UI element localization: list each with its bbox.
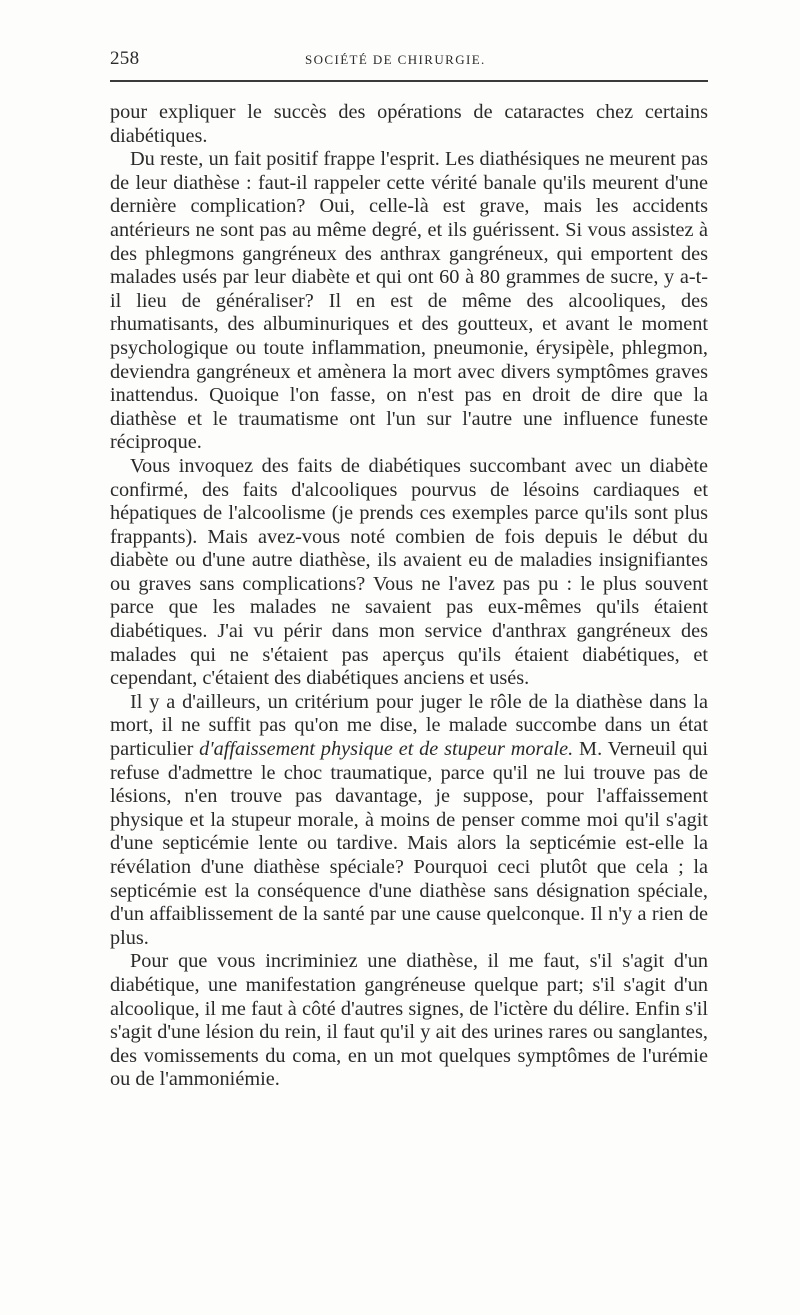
running-title: SOCIÉTÉ DE CHIRURGIE. (305, 52, 486, 67)
paragraph-4-part-1: Il y a d'ailleurs, un critérium pour juger le rôle de la diathèse dans la mort, il ne suffit pas qu'on me dise, le malade succombe dans un état particulier (110, 690, 708, 761)
page-number: 258 (110, 48, 140, 69)
paragraph-2: Du reste, un fait positif frappe l'esprit. Les diathésiques ne meurent pas de leur diathèse : faut-il rappeler cette vérité banale qu'ils meurent d'une dernière complication? Oui, celle-là est grave, mais les accidents antérieurs ne sont pas au même degré, et ils guérissent. Si vous assistez à des phlegmons gangréneux des anthrax gangréneux, qui emportent des malades usés par leur diabète et qui ont 60 à 80 grammes de sucre, y a-t-il lieu de généraliser? Il en est de même des alcooliques, des rhumatisants, des albuminuriques et des goutteux, et avant le moment psychologique ou toute inflammation, pneumonie, érysipèle, phlegmon, deviendra gangréneux et amènera la mort avec divers symptômes graves inattendus. Quoique l'on fasse, on n'est pas en droit de dire que la diathèse et le traumatisme ont l'un sur l'autre une influence funeste réciproque. (110, 148, 708, 454)
paragraph-3: Vous invoquez des faits de diabétiques succombant avec un diabète confirmé, des faits d'alcooliques pourvus de lésoins cardiaques et hépatiques de l'alcoolisme (je prends ces exemples parce qu'ils sont plus frappants). Mais avez-vous noté combien de fois depuis le début du diabète ou d'une autre diathèse, ils avaient eu de maladies insignifiantes ou graves sans complications? Vous ne l'avez pas pu : le plus souvent parce que les malades ne savaient pas eux-mêmes qu'ils étaient diabétiques. J'ai vu périr dans mon service d'anthrax gangréneux des malades qui ne s'étaient pas aperçus qu'ils étaient diabétiques, et cependant, c'étaient des diabétiques anciens et usés. (110, 454, 708, 690)
paragraph-1: pour expliquer le succès des opérations de cataractes chez certains diabétiques. (110, 101, 708, 147)
body-text (110, 101, 708, 1092)
running-head (110, 44, 710, 74)
paragraph-4 (110, 691, 708, 951)
paragraph-4-italic-phrase: d'affaissement physique et de stupeur morale. (199, 738, 574, 761)
paragraph-4-part-2: M. Verneuil qui refuse d'admettre le choc traumatique, parce qu'il ne lui trouve pas de lésions, n'en trouve pas davantage, je suppose, pour l'affaissement physique et la stupeur morale, à moins de penser comme moi qu'il s'agit d'une septicémie lente ou tardive. Mais alors la septicémie est-elle la révélation d'une diathèse spéciale? Pourquoi ceci plutôt que cela ; la septicémie est la conséquence d'une diathèse sans désignation spéciale, d'un affaiblissement de la santé par une cause quelconque. Il n'y a rien de plus. (110, 738, 708, 949)
header-rule (110, 80, 708, 82)
paragraph-5: Pour que vous incriminiez une diathèse, il me faut, s'il s'agit d'un diabétique, une manifestation gangréneuse quelque part; s'il s'agit d'un alcoolique, il me faut à côté d'autres signes, de l'ictère du délire. Enfin s'il s'agit d'une lésion du rein, il faut qu'il y ait des urines rares ou sanglantes, des vomissements du coma, en un mot quelques symptômes de l'urémie ou de l'ammoniémie. (110, 950, 708, 1091)
